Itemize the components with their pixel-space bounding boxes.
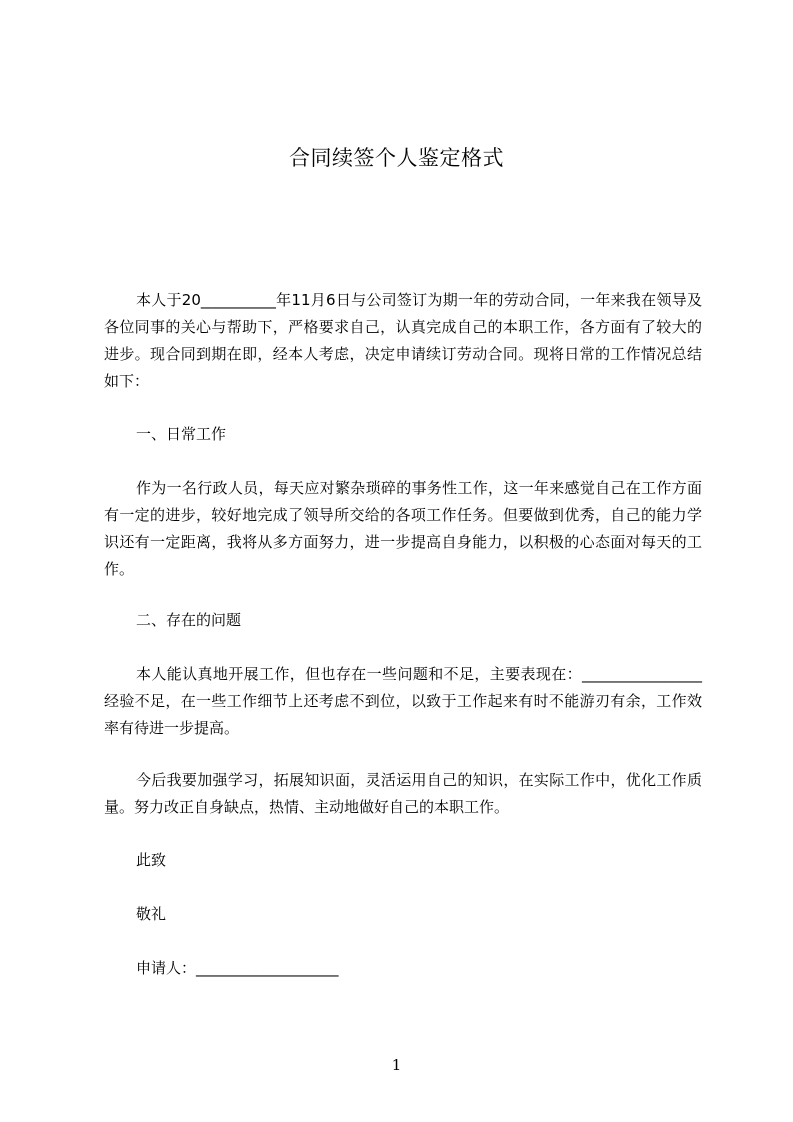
closing-paragraph: 今后我要加强学习，拓展知识面，灵活运用自己的知识，在实际工作中，优化工作质量。努力改正自身缺点，热情、主动地做好自己的本职工作。 bbox=[104, 771, 702, 816]
section-1-heading: 一、日常工作 bbox=[136, 425, 227, 443]
salutation: 此致 bbox=[136, 851, 167, 869]
regards: 敬礼 bbox=[136, 905, 167, 923]
page-title: 合同续签个人鉴定格式 bbox=[289, 146, 504, 170]
page-number: 1 bbox=[391, 1056, 402, 1074]
section-1-paragraph: 作为一名行政人员，每天应对繁杂琐碎的事务性工作，这一年来感觉自己在工作方面有一定的进步，较好地完成了领导所交给的各项工作任务。但要做到优秀，自己的能力学识还有一定距离，我将从多方面努力，进一步提高自身能力，以积极的心态面对每天的工作。 bbox=[104, 479, 702, 578]
intro-paragraph: 本人于20__________年11月6日与公司签订为期一年的劳动合同，一年来我在领导及各位同事的关心与帮助下，严格要求自己，认真完成自己的本职工作，各方面有了较大的进步。现合同到期在即，经本人考虑，决定申请续订劳动合同。现将日常的工作情况总结如下： bbox=[104, 291, 702, 390]
section-2-heading: 二、存在的问题 bbox=[136, 611, 242, 629]
applicant-line: 申请人：___________________ bbox=[136, 959, 339, 977]
section-2-paragraph: 本人能认真地开展工作，但也存在一些问题和不足，主要表现在：________________经验不足，在一些工作细节上还考虑不到位，以致于工作起来有时不能游刃有余，工作效率有待进一步提高。 bbox=[104, 665, 702, 737]
